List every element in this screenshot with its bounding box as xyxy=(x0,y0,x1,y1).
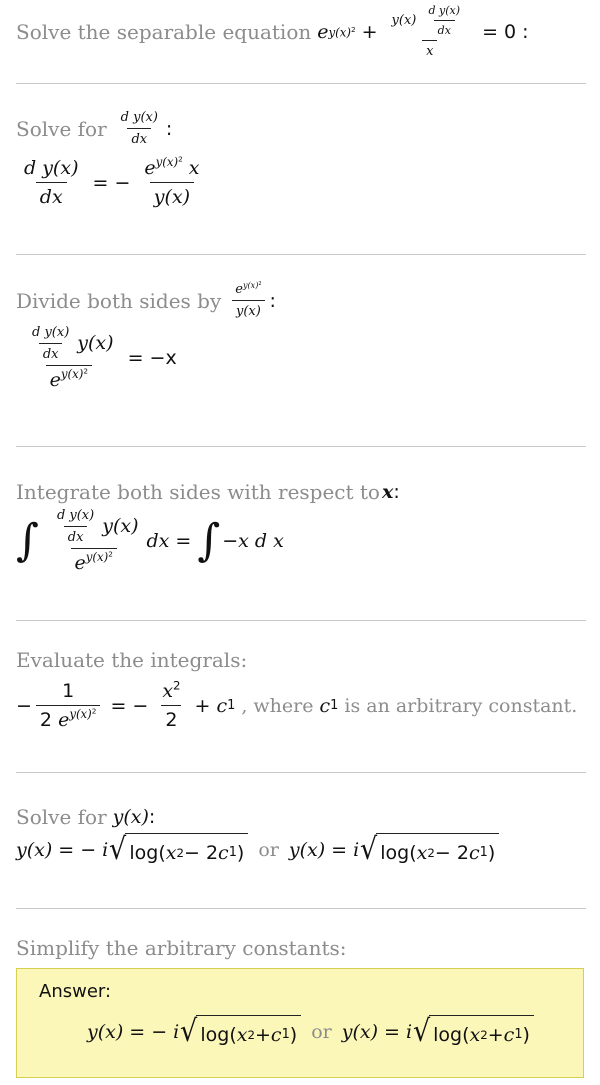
step-7-label: Simplify the arbitrary constants: xyxy=(16,936,347,960)
divider xyxy=(16,908,586,909)
equals-zero: = 0 xyxy=(482,20,517,43)
equation-original: e $y(x)^2$ + y(x) $\frac{\text{d y(x)}}{dx}$ x = 0 : xyxy=(317,4,529,59)
equation-divided: $\frac{\text{d y(x)}}{dx}$ y(x) $e^{y(x)^2}$ = −x xyxy=(32,325,177,391)
answer-equation: y(x) = − i √ log ( x 2 + c 1 ) or y(x) = i √ log ( x 2 + c 1 ) xyxy=(87,1015,534,1049)
step-3-label: Divide both sides by xyxy=(16,288,222,313)
step-divide-both-sides: Divide both sides by $\frac{e^{y(x)^2}}{y(x)}$ : $\frac{\text{d y(x)}}{dx}$ y(x) $e^{y(x)^2}$ = −x xyxy=(16,282,586,391)
step-separable-equation xyxy=(16,4,586,60)
plus-sign: + xyxy=(361,20,378,43)
divider xyxy=(16,83,586,84)
step-5-label: Evaluate the integrals: xyxy=(16,648,248,672)
step-simplify-constants xyxy=(16,936,586,960)
step-integrate: Integrate both sides with respect to x : ∫ $\frac{\text{d y(x)}}{dx}$ y(x) $e^{y(x)^2}$ dx = ∫ − x d x xyxy=(16,480,586,574)
equation-evaluated: − $\frac{1}{2 e^{y(x)^2}}$ = − $\frac{x^2}{2}$ + c 1 , where c 1 is an arbitrary constant. xyxy=(16,678,578,731)
answer-box xyxy=(16,968,584,1078)
divisor-fraction: $\frac{e^{y(x)^2}}{y(x)}$ xyxy=(231,282,265,319)
divider xyxy=(16,446,586,447)
equation-solutions: y(x) = − i √ log ( x 2 − 2 c 1 ) or y(x) = i √ log ( x 2 − 2 c 1 ) xyxy=(16,833,586,867)
answer-title: Answer: xyxy=(39,981,112,1002)
fraction-yx-dydx-over-x: y(x) $\frac{\text{d y(x)}}{dx}$ x xyxy=(391,4,461,59)
divider xyxy=(16,254,586,255)
divider xyxy=(16,772,586,773)
exp-power: $y(x)^2$ xyxy=(328,25,356,40)
step-2-label: Solve for xyxy=(16,116,107,141)
step-4-label: Integrate both sides with respect to xyxy=(16,480,380,504)
equation-integrals: ∫ $\frac{\text{d y(x)}}{dx}$ y(x) $e^{y(x)^2}$ dx = ∫ − x d x xyxy=(16,508,284,574)
integral-sign-icon: ∫ xyxy=(197,515,221,566)
step-solve-for-derivative: Solve for $\frac{\text{d y(x)}}{dx}$ : $\frac{\text{d y(x)}}{dx}$ = − $\frac{e^{y(x)^2} x}{y(x)}$ xyxy=(16,110,586,208)
step-1-label: Solve the separable equation xyxy=(16,19,312,44)
step-1-row xyxy=(16,4,586,59)
step-6-label: Solve for xyxy=(16,805,107,829)
step-solve-for-y: Solve for y(x) : y(x) = − i √ log ( x 2 − 2 c 1 ) or y(x) = i √ log ( x 2 − 2 c 1 ) xyxy=(16,805,586,867)
integral-sign-icon: ∫ xyxy=(16,515,39,566)
equation-dydx: $\frac{\text{d y(x)}}{dx}$ = − $\frac{e^{y(x)^2} x}{y(x)}$ xyxy=(24,154,200,208)
step-evaluate-integrals xyxy=(16,648,586,731)
derivative-dydx: $\frac{\text{d y(x)}}{dx}$ xyxy=(120,110,158,147)
exp-e: e xyxy=(317,20,329,43)
divider xyxy=(16,620,586,621)
